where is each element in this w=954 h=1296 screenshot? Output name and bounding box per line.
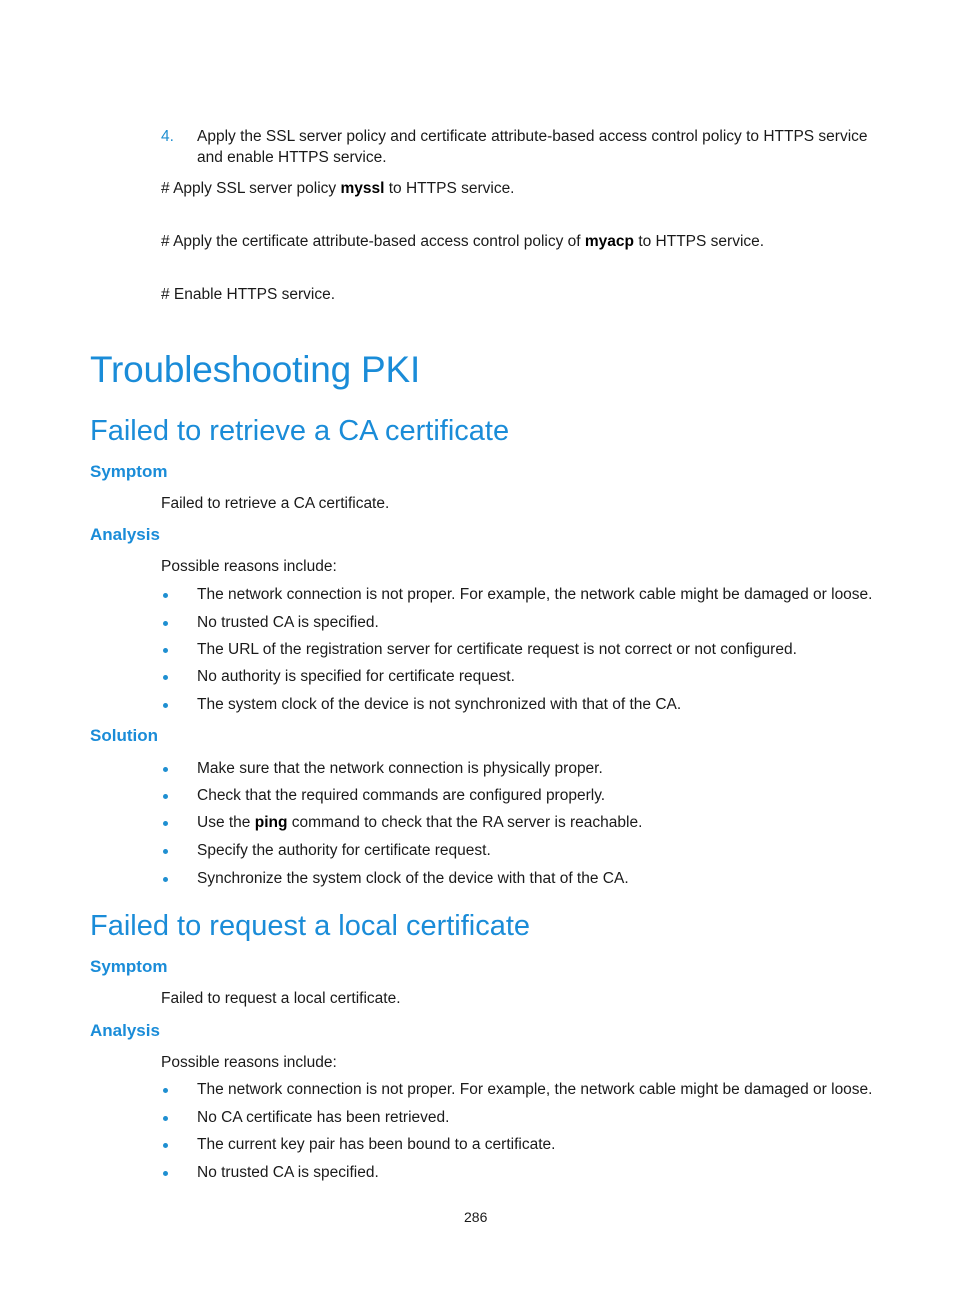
comment-post: to HTTPS service.: [384, 180, 515, 197]
bullet-icon: [163, 821, 168, 826]
item-pre: Use the: [197, 814, 255, 831]
bullet-icon: [163, 593, 168, 598]
symptom-heading: Symptom: [90, 957, 168, 976]
solution-heading: Solution: [90, 726, 158, 745]
bullet-icon: [163, 1088, 168, 1093]
list-item: The system clock of the device is not synchronized with that of the CA.: [197, 696, 682, 713]
list-item: No trusted CA is specified.: [197, 614, 379, 631]
comment-keyword: myssl: [340, 180, 385, 197]
list-item: The network connection is not proper. For example, the network cable might be damaged or loose.: [197, 1081, 873, 1098]
bullet-icon: [163, 703, 168, 708]
bullet-icon: [163, 794, 168, 799]
step-number: 4.: [161, 128, 174, 145]
list-item: Check that the required commands are configured properly.: [197, 787, 606, 804]
bullet-icon: [163, 767, 168, 772]
step-text-line2: and enable HTTPS service.: [197, 149, 387, 166]
comment-enable-https: # Enable HTTPS service.: [161, 286, 336, 303]
comment-pre: # Apply SSL server policy: [161, 180, 341, 197]
comment-apply-acp: [161, 232, 764, 252]
bullet-icon: [163, 877, 168, 882]
list-item: The network connection is not proper. For example, the network cable might be damaged or loose.: [197, 586, 873, 603]
comment-keyword: myacp: [584, 233, 635, 250]
bullet-icon: [163, 1171, 168, 1176]
comment-apply-ssl: [161, 179, 515, 199]
bullet-icon: [163, 849, 168, 854]
list-item: No authority is specified for certificate request.: [197, 668, 515, 685]
list-item-ping: [197, 813, 642, 833]
item-post: command to check that the RA server is reachable.: [287, 814, 643, 831]
item-command: ping: [254, 814, 288, 831]
page-title: Troubleshooting PKI: [90, 349, 421, 390]
bullet-icon: [163, 621, 168, 626]
list-item: No trusted CA is specified.: [197, 1164, 379, 1181]
list-item: No CA certificate has been retrieved.: [197, 1109, 450, 1126]
analysis-heading: Analysis: [90, 1021, 160, 1040]
symptom-text: Failed to request a local certificate.: [161, 990, 401, 1007]
section-title-retrieve-ca: Failed to retrieve a CA certificate: [90, 415, 510, 447]
step-text-line1: Apply the SSL server policy and certificate attribute-based access control policy to HTTPS service: [197, 128, 868, 145]
bullet-icon: [163, 1143, 168, 1148]
list-item: Specify the authority for certificate request.: [197, 842, 491, 859]
symptom-heading: Symptom: [90, 462, 168, 481]
section-title-request-local: Failed to request a local certificate: [90, 910, 531, 942]
bullet-icon: [163, 1116, 168, 1121]
comment-post: to HTTPS service.: [634, 233, 765, 250]
page-number: 286: [464, 1209, 488, 1225]
analysis-intro: Possible reasons include:: [161, 1054, 337, 1071]
bullet-icon: [163, 675, 168, 680]
symptom-text: Failed to retrieve a CA certificate.: [161, 495, 390, 512]
analysis-intro: Possible reasons include:: [161, 558, 337, 575]
list-item: Make sure that the network connection is physically proper.: [197, 760, 603, 777]
list-item: Synchronize the system clock of the device with that of the CA.: [197, 870, 629, 887]
bullet-icon: [163, 648, 168, 653]
list-item: The URL of the registration server for certificate request is not correct or not configured.: [197, 641, 797, 658]
comment-pre: # Apply the certificate attribute-based access control policy of: [161, 233, 585, 250]
list-item: The current key pair has been bound to a certificate.: [197, 1136, 556, 1153]
analysis-heading: Analysis: [90, 525, 160, 544]
